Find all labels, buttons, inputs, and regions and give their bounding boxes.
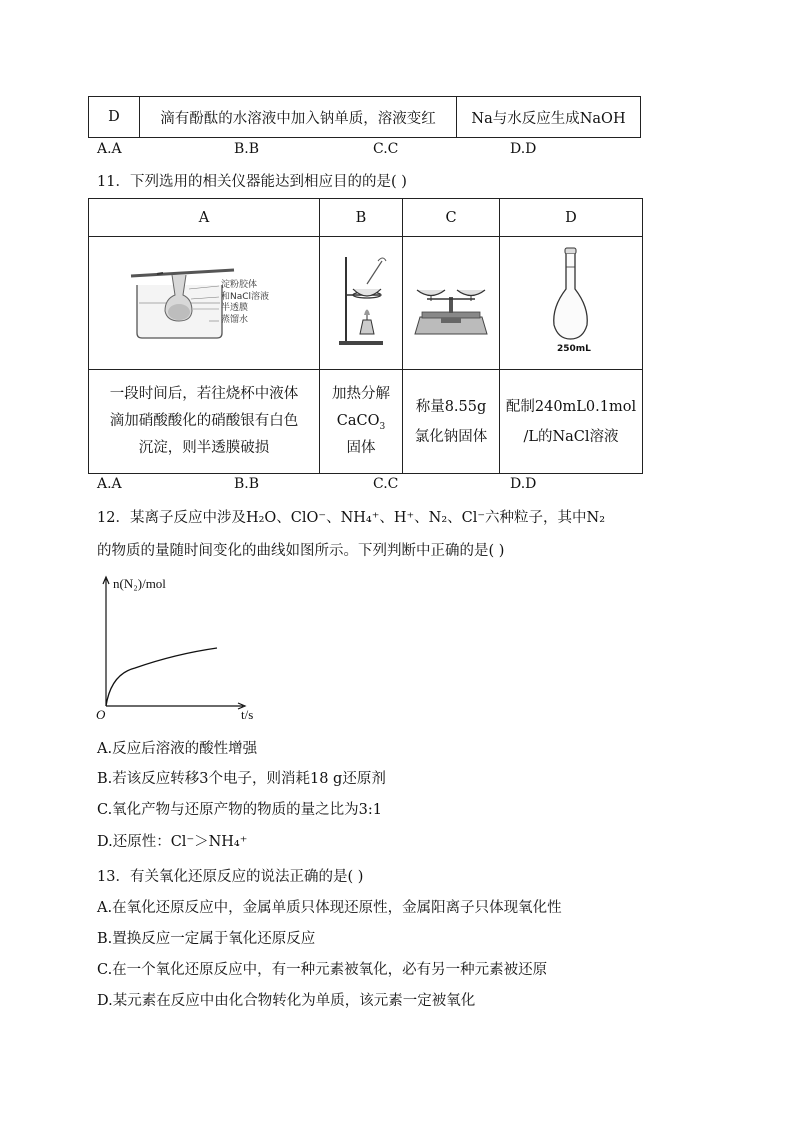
label-distilled-water: 蒸馏水 (221, 314, 249, 325)
q11-text-b (320, 370, 403, 474)
option-d[interactable]: D.D (510, 476, 537, 492)
n2-curve-line (106, 648, 217, 706)
q11-text-d (500, 370, 643, 474)
q12-stem-line1: 12．某离子反应中涉及H₂O、ClO⁻、NH₄⁺、H⁺、N₂、Cl⁻六种粒子，其中N₂ (97, 510, 606, 526)
label-nacl-solution: 和NaCl溶液 (221, 291, 270, 302)
prev-row-reason (457, 97, 641, 138)
q11-text-c-line2: 氯化钠固体 (414, 428, 488, 445)
q12-graph (95, 574, 275, 724)
graph-xlabel: t/s (241, 707, 254, 722)
q11-text-b-line3: 固体 (346, 440, 376, 456)
q11-text-c (403, 370, 500, 474)
dialysis-beaker-diagram (89, 237, 319, 369)
q11-header-c: C (403, 199, 500, 237)
q13-option-b[interactable]: B.置换反应一定属于氧化还原反应 (97, 931, 316, 947)
q11-stem: 11．下列选用的相关仪器能达到相应目的的是( ) (97, 174, 407, 190)
q11-text-a-line2: 滴加硝酸酸化的硝酸银有白色 (109, 413, 299, 429)
q12-option-b[interactable]: B.若该反应转移3个电子，则消耗18 g还原剂 (97, 771, 386, 787)
q12-option-d[interactable]: D.还原性：Cl⁻＞NH₄⁺ (97, 834, 248, 850)
option-c[interactable]: C.C (373, 141, 399, 157)
balance-scale-icon (403, 237, 499, 369)
q11-header-b: B (320, 199, 403, 237)
q12-stem-line2: 的物质的量随时间变化的曲线如图所示。下列判断中正确的是( ) (97, 543, 505, 559)
option-b[interactable]: B.B (234, 476, 260, 492)
prev-row-content-text: 滴有酚酞的水溶液中加入钠单质，溶液变红 (160, 110, 436, 127)
option-d[interactable]: D.D (510, 141, 537, 157)
q11-image-b (320, 237, 403, 370)
q11-text-b-line1: 加热分解 (332, 386, 390, 402)
q13-option-c[interactable]: C.在一个氧化还原反应中，有一种元素被氧化，必有另一种元素被还原 (97, 962, 548, 978)
prev-row-label (89, 97, 140, 138)
q11-text-d-line2: /L的NaCl溶液 (523, 428, 619, 445)
label-membrane: 半透膜 (221, 303, 249, 313)
n2-time-curve (95, 574, 275, 724)
q11-text-a (89, 370, 320, 474)
q11-table (88, 198, 643, 474)
prev-row-content (140, 97, 457, 138)
q11-header-d: D (500, 199, 643, 237)
q11-image-c (403, 237, 500, 370)
graph-origin: O (96, 707, 106, 722)
option-a[interactable]: A.A (97, 141, 122, 157)
graph-ylabel: n(N₂)/mol (113, 576, 166, 591)
option-b[interactable]: B.B (234, 141, 260, 157)
prev-row-reason-text: Na与水反应生成NaOH (471, 110, 626, 127)
q11-image-a (89, 237, 320, 370)
q12-option-a[interactable]: A.反应后溶液的酸性增强 (97, 741, 258, 757)
formula-caco: CaCO (336, 413, 380, 429)
q13-stem: 13．有关氧化还原反应的说法正确的是( ) (97, 869, 364, 885)
flask-volume-label: 250mL (557, 344, 591, 354)
q13-option-d[interactable]: D.某元素在反应中由化合物转化为单质，该元素一定被氧化 (97, 993, 476, 1009)
q12-option-c[interactable]: C.氧化产物与还原产物的物质的量之比为3:1 (97, 802, 383, 818)
q11-text-d-line1: 配制240mL0.1mol (505, 398, 637, 415)
option-a[interactable]: A.A (97, 476, 122, 492)
q11-image-d (500, 237, 643, 370)
option-c[interactable]: C.C (373, 476, 399, 492)
formula-subscript: 3 (379, 421, 386, 432)
prev-row-label-text: D (108, 109, 120, 125)
label-starch-colloid: 淀粉胶体 (221, 280, 258, 290)
q13-option-a[interactable]: A.在氧化还原反应中，金属单质只体现还原性，金属阳离子只体现氧化性 (97, 900, 562, 916)
q11-text-c-line1: 称量8.55g (415, 398, 487, 415)
options-row-2 (97, 476, 577, 494)
q11-text-a-line3: 沉淀，则半透膜破损 (138, 440, 270, 456)
q11-header-a: A (89, 199, 320, 237)
prev-question-table (88, 96, 641, 138)
options-row-1 (97, 141, 577, 159)
q11-text-a-line1: 一段时间后，若往烧杯中液体 (109, 386, 299, 402)
heating-apparatus-icon (320, 237, 402, 369)
q11-text-b-formula (320, 408, 402, 435)
